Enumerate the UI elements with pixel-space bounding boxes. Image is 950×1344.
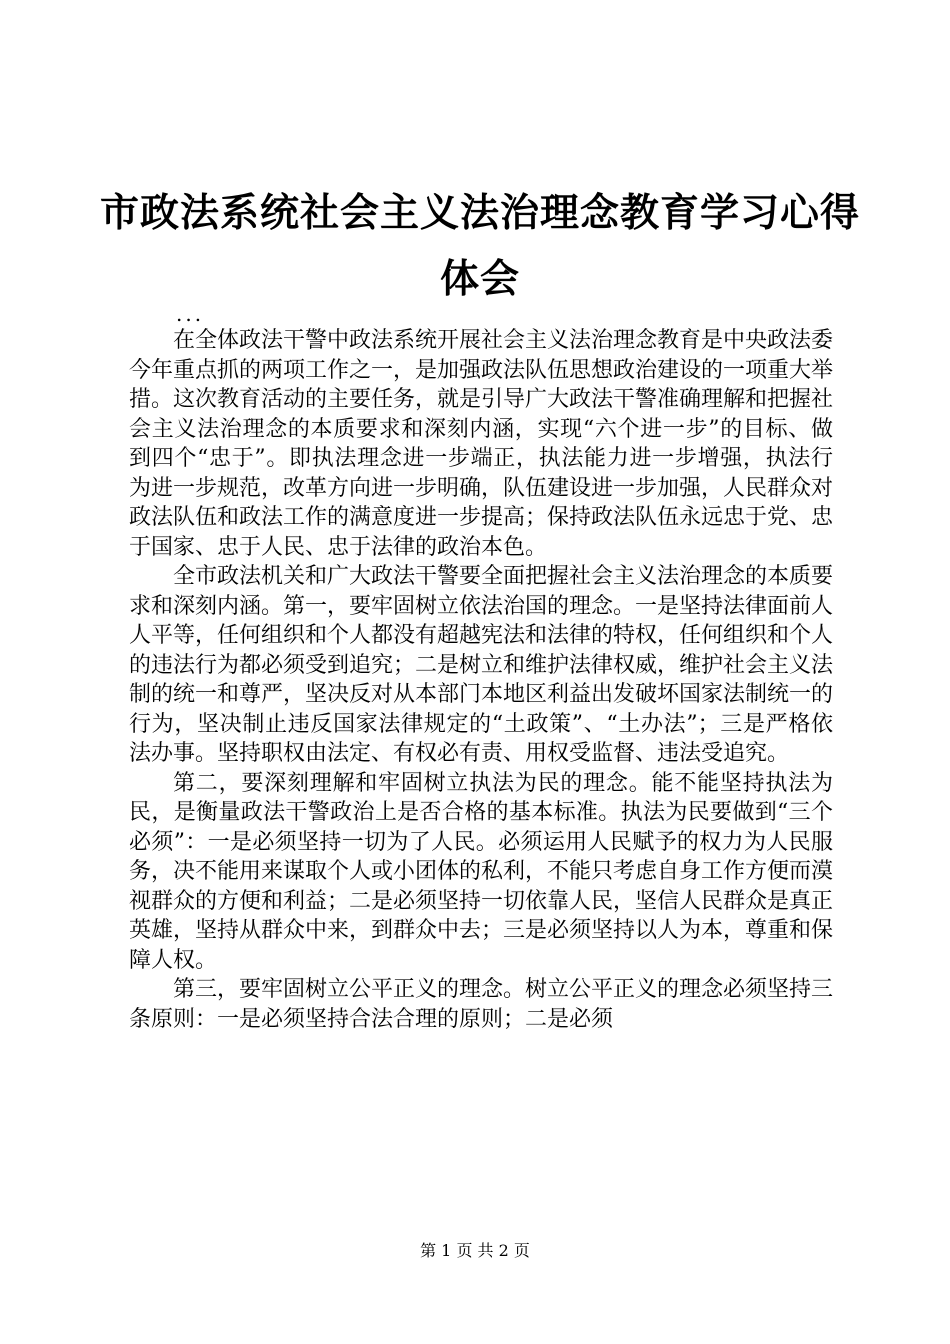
ellipsis-marker: ...: [176, 302, 205, 326]
document-title: 市政法系统社会主义法治理念教育学习心得体会: [100, 190, 861, 302]
page-footer: 第 1 页 共 2 页: [420, 1241, 530, 1260]
paragraph-3: 第二，要深刻理解和牢固树立执法为民的理念。能不能坚持执法为民，是衡量政法干警政治上是否合格的基本标准。执法为民要做到“三个必须”：一是必须坚持一切为了人民。必须运用人民赋予的权力为人民服务，决不能用来谋取个人或小团体的私利，不能只考虑自身工作方便而漠视群众的方便和利益；二是必须坚持一切依靠人民，坚信人民群众是真正英雄，坚持从群众中来，到群众中去；三是必须坚持以人为本，尊重和保障人权。: [129, 770, 834, 973]
paragraph-4: 第三，要牢固树立公平正义的理念。树立公平正义的理念必须坚持三条原则：一是必须坚持合法合理的原则；二是必须: [129, 977, 834, 1032]
document-body: [129, 326, 833, 1034]
paragraph-2: 全市政法机关和广大政法干警要全面把握社会主义法治理念的本质要求和深刻内涵。第一，要牢固树立依法治国的理念。一是坚持法律面前人人平等，任何组织和个人都没有超越宪法和法律的特权，任何组织和个人的违法行为都必须受到追究；二是树立和维护法律权威，维护社会主义法制的统一和尊严，坚决反对从本部门本地区利益出发破坏国家法制统一的行为，坚决制止违反国家法律规定的“土政策”、“土办法”；三是严格依法办事。坚持职权由法定、有权必有责、用权受监督、违法受追究。: [129, 564, 834, 766]
paragraph-1: 在全体政法干警中政法系统开展社会主义法治理念教育是中央政法委今年重点抓的两项工作之一，是加强政法队伍思想政治建设的一项重大举措。这次教育活动的主要任务，就是引导广大政法干警准确理解和把握社会主义法治理念的本质要求和深刻内涵，实现“六个进一步”的目标、做到四个“忠于”。即执法理念进一步端正，执法能力进一步增强，执法行为进一步规范，改革方向进一步明确，队伍建设进一步加强，人民群众对政法队伍和政法工作的满意度进一步提高；保持政法队伍永远忠于党、忠于国家、忠于人民、忠于法律的政治本色。: [129, 328, 834, 560]
